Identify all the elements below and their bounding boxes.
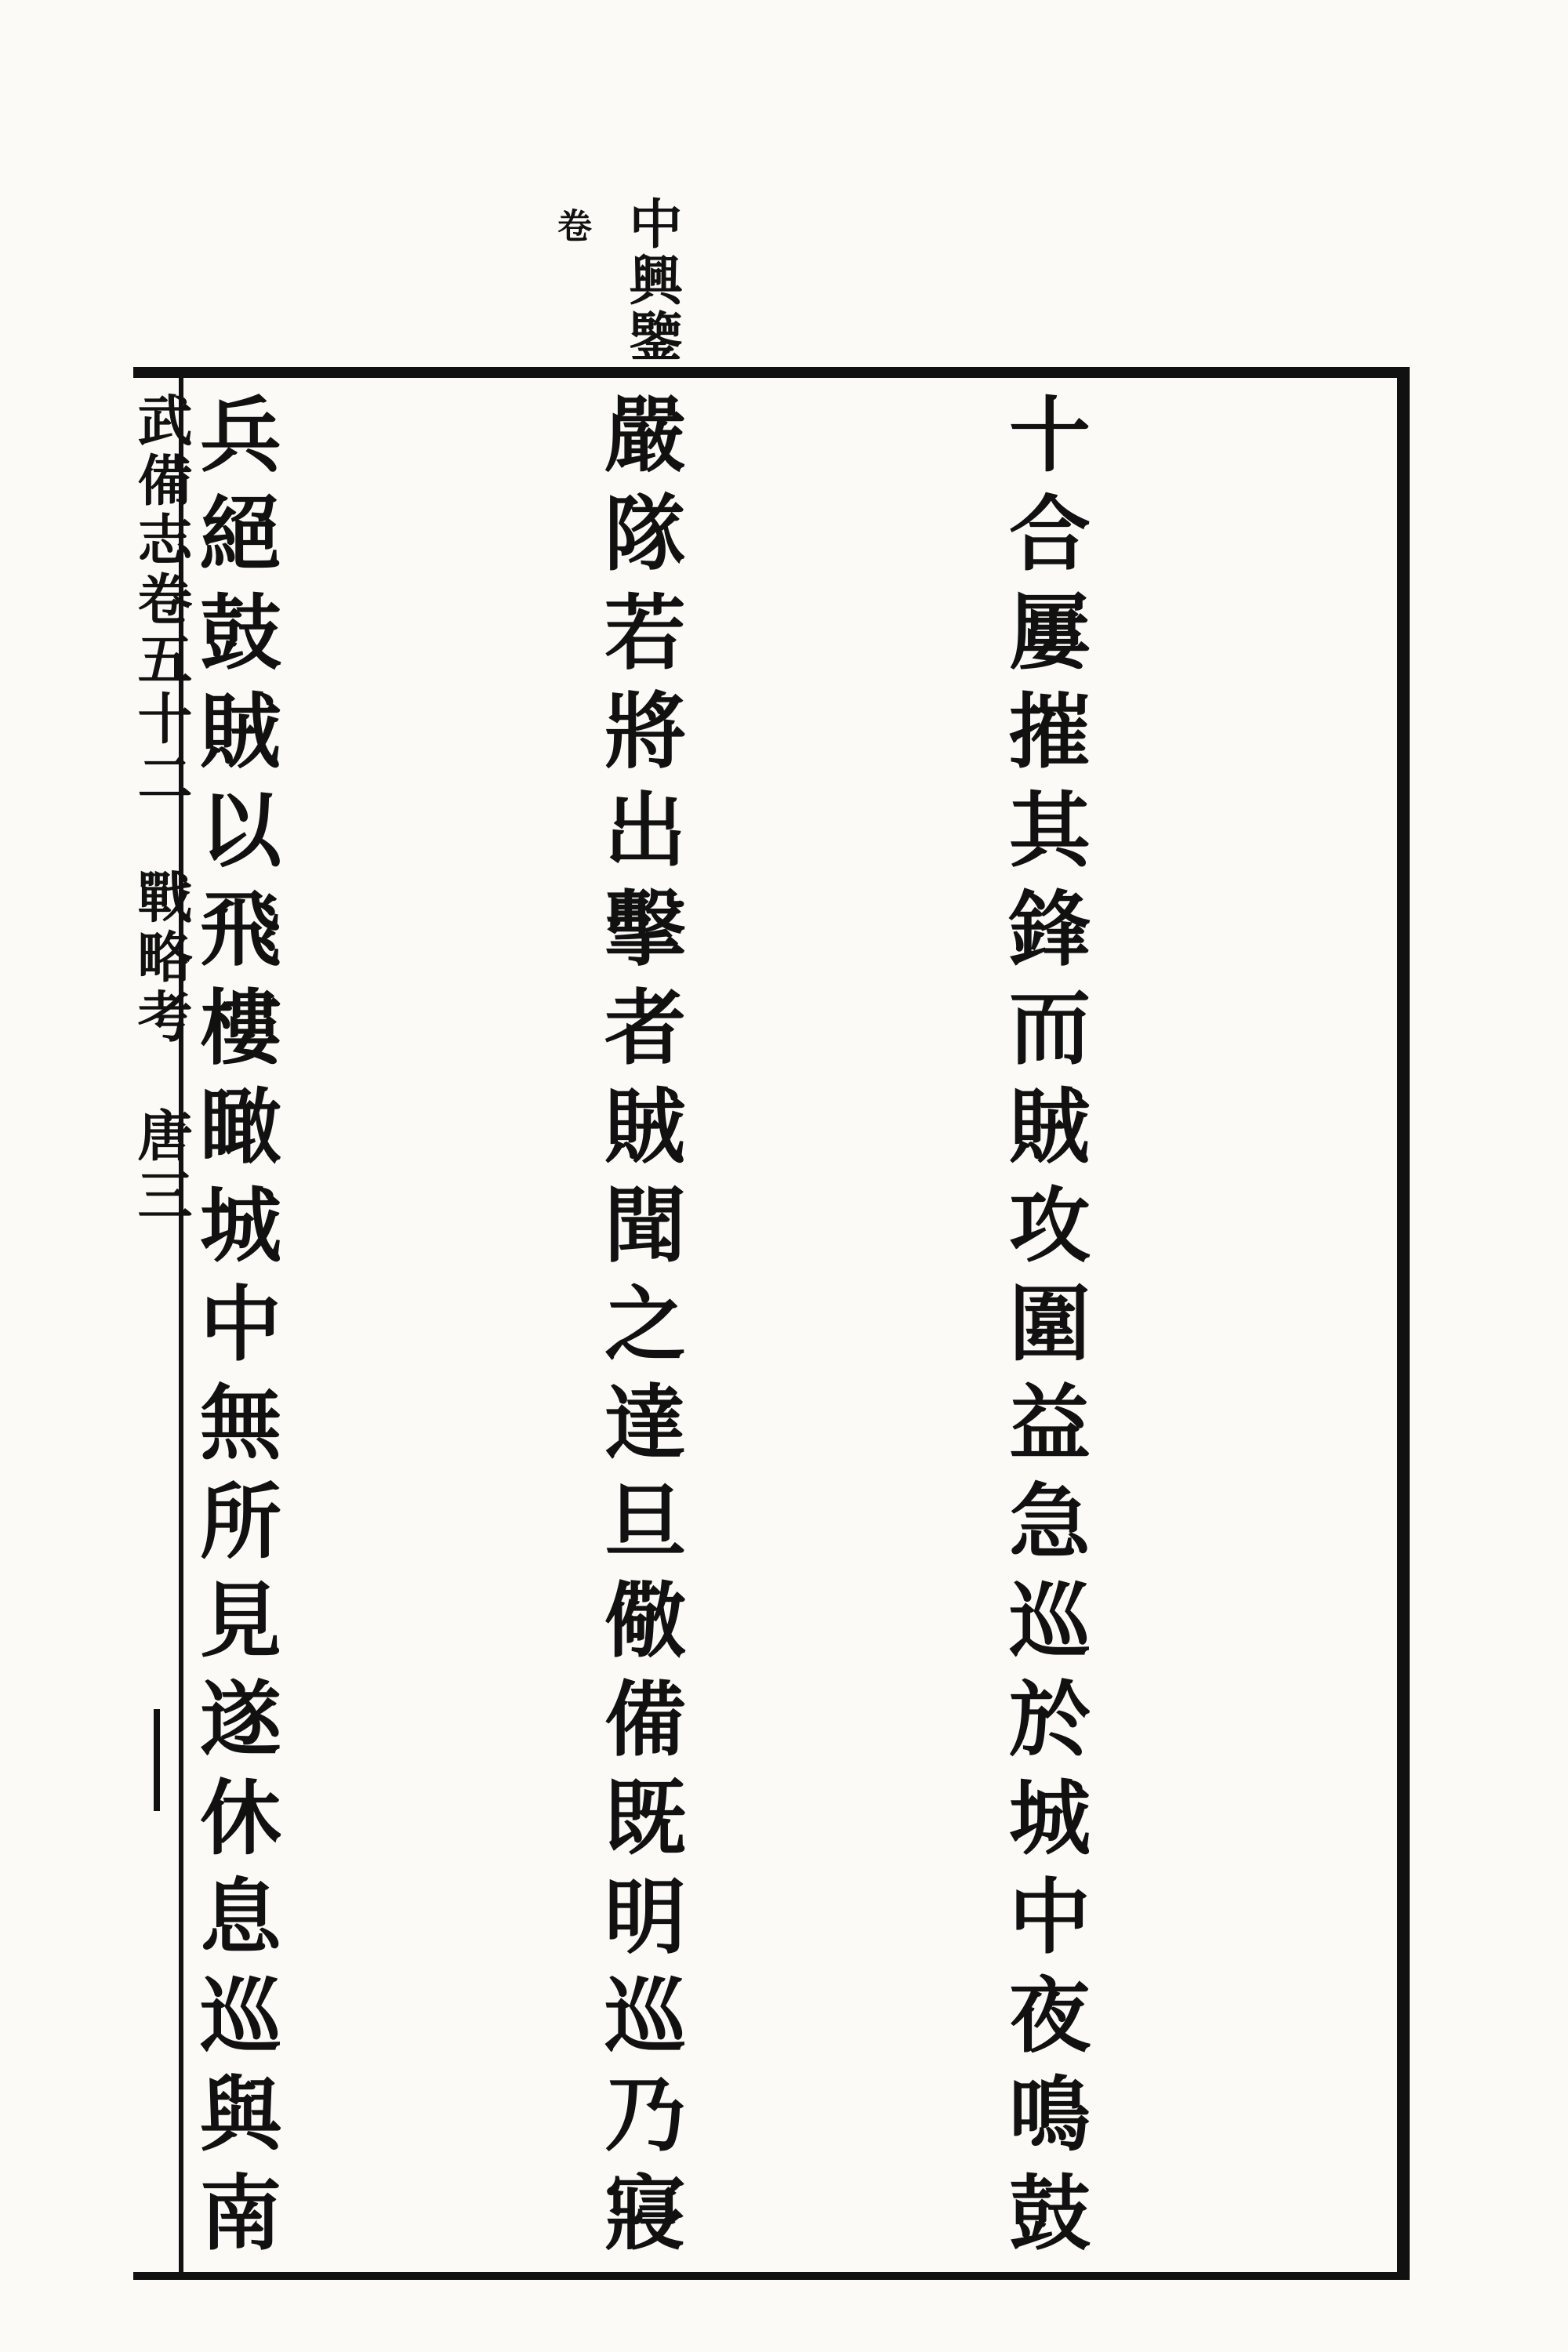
- top-margin-note-side: 卷: [551, 208, 591, 242]
- text-column: 十合屢摧其鋒而賊攻圍益急巡於城中夜鳴鼓: [995, 392, 1091, 2269]
- spine-label: 武備志卷五十二 戰略考 唐三: [129, 392, 194, 1226]
- main-text: [186, 392, 1380, 2269]
- text-column: 兵絕鼓賊以飛樓瞰城中無所見遂休息巡與南: [186, 392, 282, 2269]
- top-margin-note: 中興鑒: [620, 196, 683, 365]
- text-column: 嚴隊若將出擊者賊聞之達旦儆備既明巡乃寢: [590, 392, 687, 2269]
